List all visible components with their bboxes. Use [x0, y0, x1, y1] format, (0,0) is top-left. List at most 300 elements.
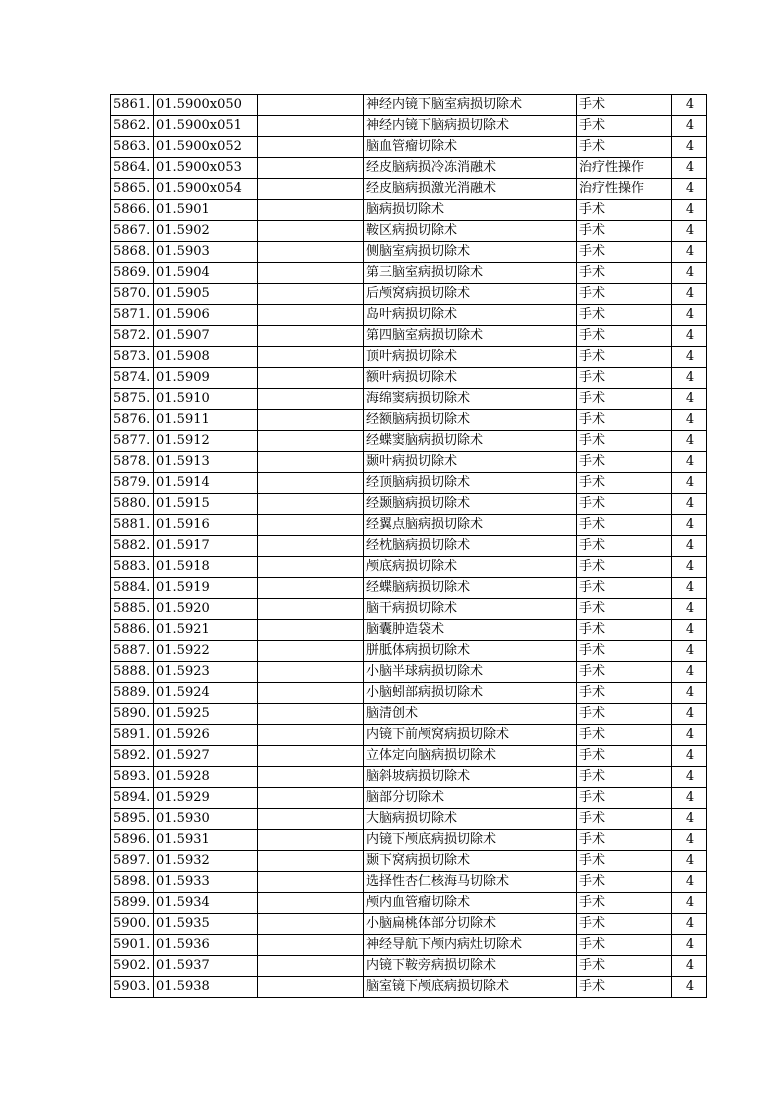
- procedure-name-cell: 第四脑室病损切除术: [364, 326, 577, 347]
- grade-cell: 4: [672, 788, 707, 809]
- empty-cell: [258, 179, 364, 200]
- procedure-code-cell: 01.5903: [154, 242, 258, 263]
- procedure-code-cell: 01.5900x054: [154, 179, 258, 200]
- procedure-name-cell: 经蝶脑病损切除术: [364, 578, 577, 599]
- grade-cell: 4: [672, 557, 707, 578]
- procedure-type-cell: 手术: [577, 914, 672, 935]
- table-row: [111, 284, 707, 305]
- grade-cell: 4: [672, 767, 707, 788]
- procedure-code-cell: 01.5914: [154, 473, 258, 494]
- grade-cell: 4: [672, 200, 707, 221]
- procedure-type-cell: 治疗性操作: [577, 158, 672, 179]
- row-number-cell: 5891.: [111, 725, 154, 746]
- procedure-code-cell: 01.5900x050: [154, 95, 258, 116]
- procedure-name-cell: 立体定向脑病损切除术: [364, 746, 577, 767]
- procedure-code-cell: 01.5906: [154, 305, 258, 326]
- row-number-cell: 5873.: [111, 347, 154, 368]
- grade-cell: 4: [672, 368, 707, 389]
- empty-cell: [258, 473, 364, 494]
- procedure-name-cell: 经蝶窦脑病损切除术: [364, 431, 577, 452]
- table-row: [111, 263, 707, 284]
- grade-cell: 4: [672, 746, 707, 767]
- empty-cell: [258, 830, 364, 851]
- row-number-cell: 5899.: [111, 893, 154, 914]
- row-number-cell: 5871.: [111, 305, 154, 326]
- procedure-type-cell: 手术: [577, 242, 672, 263]
- grade-cell: 4: [672, 515, 707, 536]
- row-number-cell: 5872.: [111, 326, 154, 347]
- procedure-type-cell: 手术: [577, 116, 672, 137]
- row-number-cell: 5896.: [111, 830, 154, 851]
- empty-cell: [258, 326, 364, 347]
- procedure-code-cell: 01.5902: [154, 221, 258, 242]
- empty-cell: [258, 809, 364, 830]
- table-row: [111, 494, 707, 515]
- procedure-code-cell: 01.5936: [154, 935, 258, 956]
- row-number-cell: 5863.: [111, 137, 154, 158]
- row-number-cell: 5879.: [111, 473, 154, 494]
- table-row: [111, 788, 707, 809]
- table-row: [111, 767, 707, 788]
- empty-cell: [258, 431, 364, 452]
- table-row: [111, 872, 707, 893]
- procedure-name-cell: 内镜下前颅窝病损切除术: [364, 725, 577, 746]
- row-number-cell: 5874.: [111, 368, 154, 389]
- grade-cell: 4: [672, 704, 707, 725]
- grade-cell: 4: [672, 158, 707, 179]
- procedure-type-cell: 手术: [577, 977, 672, 998]
- procedure-type-cell: 手术: [577, 494, 672, 515]
- procedure-code-cell: 01.5933: [154, 872, 258, 893]
- empty-cell: [258, 137, 364, 158]
- empty-cell: [258, 662, 364, 683]
- procedure-name-cell: 额叶病损切除术: [364, 368, 577, 389]
- row-number-cell: 5894.: [111, 788, 154, 809]
- grade-cell: 4: [672, 137, 707, 158]
- table-row: [111, 368, 707, 389]
- procedure-code-cell: 01.5900x052: [154, 137, 258, 158]
- grade-cell: 4: [672, 431, 707, 452]
- procedure-name-cell: 岛叶病损切除术: [364, 305, 577, 326]
- procedure-name-cell: 小脑扁桃体部分切除术: [364, 914, 577, 935]
- row-number-cell: 5881.: [111, 515, 154, 536]
- grade-cell: 4: [672, 221, 707, 242]
- empty-cell: [258, 746, 364, 767]
- procedure-name-cell: 颅内血管瘤切除术: [364, 893, 577, 914]
- procedure-type-cell: 手术: [577, 641, 672, 662]
- row-number-cell: 5893.: [111, 767, 154, 788]
- procedure-code-cell: 01.5934: [154, 893, 258, 914]
- procedure-name-cell: 经皮脑病损冷冻消融术: [364, 158, 577, 179]
- procedure-type-cell: 手术: [577, 809, 672, 830]
- empty-cell: [258, 599, 364, 620]
- table-row: [111, 410, 707, 431]
- empty-cell: [258, 788, 364, 809]
- row-number-cell: 5889.: [111, 683, 154, 704]
- procedure-name-cell: 神经内镜下脑室病损切除术: [364, 95, 577, 116]
- procedure-code-cell: 01.5912: [154, 431, 258, 452]
- procedure-type-cell: 手术: [577, 893, 672, 914]
- row-number-cell: 5870.: [111, 284, 154, 305]
- procedure-name-cell: 颞下窝病损切除术: [364, 851, 577, 872]
- procedure-code-cell: 01.5900x053: [154, 158, 258, 179]
- table-row: [111, 599, 707, 620]
- procedure-type-cell: 手术: [577, 389, 672, 410]
- procedure-code-cell: 01.5937: [154, 956, 258, 977]
- grade-cell: 4: [672, 452, 707, 473]
- procedure-name-cell: 脑部分切除术: [364, 788, 577, 809]
- table-row: [111, 746, 707, 767]
- row-number-cell: 5892.: [111, 746, 154, 767]
- table-row: [111, 221, 707, 242]
- row-number-cell: 5888.: [111, 662, 154, 683]
- table-row: [111, 179, 707, 200]
- row-number-cell: 5868.: [111, 242, 154, 263]
- table-row: [111, 452, 707, 473]
- table-row: [111, 116, 707, 137]
- row-number-cell: 5883.: [111, 557, 154, 578]
- procedure-code-cell: 01.5927: [154, 746, 258, 767]
- row-number-cell: 5875.: [111, 389, 154, 410]
- procedure-name-cell: 侧脑室病损切除术: [364, 242, 577, 263]
- table-row: [111, 830, 707, 851]
- procedure-code-cell: 01.5925: [154, 704, 258, 725]
- empty-cell: [258, 305, 364, 326]
- procedure-code-cell: 01.5916: [154, 515, 258, 536]
- empty-cell: [258, 893, 364, 914]
- row-number-cell: 5861.: [111, 95, 154, 116]
- empty-cell: [258, 347, 364, 368]
- empty-cell: [258, 683, 364, 704]
- grade-cell: 4: [672, 662, 707, 683]
- grade-cell: 4: [672, 620, 707, 641]
- procedure-type-cell: 手术: [577, 347, 672, 368]
- row-number-cell: 5862.: [111, 116, 154, 137]
- grade-cell: 4: [672, 389, 707, 410]
- empty-cell: [258, 767, 364, 788]
- procedure-type-cell: 手术: [577, 872, 672, 893]
- procedure-type-cell: 手术: [577, 431, 672, 452]
- empty-cell: [258, 284, 364, 305]
- row-number-cell: 5895.: [111, 809, 154, 830]
- procedure-type-cell: 手术: [577, 200, 672, 221]
- grade-cell: 4: [672, 830, 707, 851]
- procedure-type-cell: 手术: [577, 620, 672, 641]
- procedure-name-cell: 经枕脑病损切除术: [364, 536, 577, 557]
- procedure-code-cell: 01.5913: [154, 452, 258, 473]
- procedure-code-cell: 01.5932: [154, 851, 258, 872]
- grade-cell: 4: [672, 599, 707, 620]
- table-row: [111, 95, 707, 116]
- procedure-type-cell: 手术: [577, 368, 672, 389]
- procedure-name-cell: 经翼点脑病损切除术: [364, 515, 577, 536]
- empty-cell: [258, 452, 364, 473]
- grade-cell: 4: [672, 473, 707, 494]
- grade-cell: 4: [672, 347, 707, 368]
- procedure-type-cell: 手术: [577, 956, 672, 977]
- row-number-cell: 5890.: [111, 704, 154, 725]
- procedure-code-cell: 01.5915: [154, 494, 258, 515]
- table-body: [111, 95, 707, 998]
- row-number-cell: 5864.: [111, 158, 154, 179]
- procedure-name-cell: 胼胝体病损切除术: [364, 641, 577, 662]
- table-row: [111, 662, 707, 683]
- empty-cell: [258, 851, 364, 872]
- procedure-name-cell: 选择性杏仁核海马切除术: [364, 872, 577, 893]
- procedure-name-cell: 鞍区病损切除术: [364, 221, 577, 242]
- empty-cell: [258, 557, 364, 578]
- table-row: [111, 725, 707, 746]
- empty-cell: [258, 242, 364, 263]
- procedure-type-cell: 手术: [577, 851, 672, 872]
- grade-cell: 4: [672, 263, 707, 284]
- procedure-code-cell: 01.5924: [154, 683, 258, 704]
- row-number-cell: 5878.: [111, 452, 154, 473]
- procedure-name-cell: 神经内镜下脑病损切除术: [364, 116, 577, 137]
- empty-cell: [258, 935, 364, 956]
- procedure-type-cell: 手术: [577, 305, 672, 326]
- procedure-name-cell: 脑清创术: [364, 704, 577, 725]
- procedure-name-cell: 第三脑室病损切除术: [364, 263, 577, 284]
- procedure-type-cell: 手术: [577, 452, 672, 473]
- procedure-type-cell: 手术: [577, 746, 672, 767]
- procedure-code-cell: 01.5901: [154, 200, 258, 221]
- table-row: [111, 473, 707, 494]
- procedure-code-cell: 01.5905: [154, 284, 258, 305]
- grade-cell: 4: [672, 641, 707, 662]
- grade-cell: 4: [672, 284, 707, 305]
- procedure-name-cell: 脑干病损切除术: [364, 599, 577, 620]
- grade-cell: 4: [672, 977, 707, 998]
- procedure-name-cell: 小脑半球病损切除术: [364, 662, 577, 683]
- procedure-code-cell: 01.5929: [154, 788, 258, 809]
- row-number-cell: 5903.: [111, 977, 154, 998]
- procedure-code-cell: 01.5919: [154, 578, 258, 599]
- empty-cell: [258, 95, 364, 116]
- grade-cell: 4: [672, 872, 707, 893]
- table-row: [111, 935, 707, 956]
- procedure-type-cell: 手术: [577, 95, 672, 116]
- table-row: [111, 305, 707, 326]
- procedure-code-cell: 01.5918: [154, 557, 258, 578]
- empty-cell: [258, 956, 364, 977]
- procedure-name-cell: 脑室镜下颅底病损切除术: [364, 977, 577, 998]
- table-row: [111, 851, 707, 872]
- table-row: [111, 809, 707, 830]
- procedure-type-cell: 手术: [577, 221, 672, 242]
- empty-cell: [258, 410, 364, 431]
- procedure-name-cell: 海绵窦病损切除术: [364, 389, 577, 410]
- procedure-name-cell: 经额脑病损切除术: [364, 410, 577, 431]
- grade-cell: 4: [672, 410, 707, 431]
- empty-cell: [258, 620, 364, 641]
- procedure-type-cell: 手术: [577, 662, 672, 683]
- grade-cell: 4: [672, 914, 707, 935]
- table-row: [111, 683, 707, 704]
- table-row: [111, 158, 707, 179]
- procedure-type-cell: 手术: [577, 767, 672, 788]
- row-number-cell: 5886.: [111, 620, 154, 641]
- procedure-code-cell: 01.5920: [154, 599, 258, 620]
- row-number-cell: 5898.: [111, 872, 154, 893]
- procedure-name-cell: 经颞脑病损切除术: [364, 494, 577, 515]
- procedure-code-cell: 01.5908: [154, 347, 258, 368]
- row-number-cell: 5865.: [111, 179, 154, 200]
- empty-cell: [258, 158, 364, 179]
- procedure-type-cell: 手术: [577, 578, 672, 599]
- procedure-name-cell: 颞叶病损切除术: [364, 452, 577, 473]
- procedure-name-cell: 大脑病损切除术: [364, 809, 577, 830]
- grade-cell: 4: [672, 935, 707, 956]
- table-row: [111, 389, 707, 410]
- row-number-cell: 5877.: [111, 431, 154, 452]
- procedure-name-cell: 脑血管瘤切除术: [364, 137, 577, 158]
- empty-cell: [258, 578, 364, 599]
- procedure-type-cell: 手术: [577, 263, 672, 284]
- row-number-cell: 5884.: [111, 578, 154, 599]
- procedure-type-cell: 手术: [577, 704, 672, 725]
- grade-cell: 4: [672, 893, 707, 914]
- procedure-code-cell: 01.5938: [154, 977, 258, 998]
- empty-cell: [258, 515, 364, 536]
- procedure-type-cell: 手术: [577, 410, 672, 431]
- row-number-cell: 5869.: [111, 263, 154, 284]
- row-number-cell: 5880.: [111, 494, 154, 515]
- grade-cell: 4: [672, 179, 707, 200]
- procedure-type-cell: 手术: [577, 515, 672, 536]
- table-row: [111, 200, 707, 221]
- row-number-cell: 5902.: [111, 956, 154, 977]
- table-row: [111, 704, 707, 725]
- procedure-code-cell: 01.5911: [154, 410, 258, 431]
- procedure-type-cell: 手术: [577, 326, 672, 347]
- procedure-name-cell: 脑斜坡病损切除术: [364, 767, 577, 788]
- empty-cell: [258, 368, 364, 389]
- procedure-type-cell: 手术: [577, 137, 672, 158]
- procedure-code-cell: 01.5917: [154, 536, 258, 557]
- table-row: [111, 137, 707, 158]
- row-number-cell: 5876.: [111, 410, 154, 431]
- empty-cell: [258, 914, 364, 935]
- grade-cell: 4: [672, 809, 707, 830]
- grade-cell: 4: [672, 116, 707, 137]
- row-number-cell: 5887.: [111, 641, 154, 662]
- procedure-code-cell: 01.5928: [154, 767, 258, 788]
- procedure-type-cell: 手术: [577, 935, 672, 956]
- procedure-type-cell: 手术: [577, 557, 672, 578]
- procedure-type-cell: 手术: [577, 473, 672, 494]
- procedure-code-cell: 01.5935: [154, 914, 258, 935]
- row-number-cell: 5867.: [111, 221, 154, 242]
- grade-cell: 4: [672, 536, 707, 557]
- empty-cell: [258, 872, 364, 893]
- row-number-cell: 5866.: [111, 200, 154, 221]
- procedure-code-cell: 01.5921: [154, 620, 258, 641]
- grade-cell: 4: [672, 725, 707, 746]
- procedure-code-cell: 01.5930: [154, 809, 258, 830]
- procedure-type-cell: 手术: [577, 725, 672, 746]
- procedure-code-cell: 01.5923: [154, 662, 258, 683]
- procedure-code-cell: 01.5909: [154, 368, 258, 389]
- procedure-name-cell: 颅底病损切除术: [364, 557, 577, 578]
- empty-cell: [258, 263, 364, 284]
- empty-cell: [258, 536, 364, 557]
- table-row: [111, 347, 707, 368]
- table-row: [111, 893, 707, 914]
- row-number-cell: 5885.: [111, 599, 154, 620]
- grade-cell: 4: [672, 242, 707, 263]
- table-row: [111, 956, 707, 977]
- table-row: [111, 515, 707, 536]
- table-row: [111, 977, 707, 998]
- empty-cell: [258, 221, 364, 242]
- table-row: [111, 326, 707, 347]
- table-row: [111, 578, 707, 599]
- grade-cell: 4: [672, 578, 707, 599]
- procedure-code-table: [110, 94, 707, 998]
- empty-cell: [258, 200, 364, 221]
- procedure-code-cell: 01.5904: [154, 263, 258, 284]
- grade-cell: 4: [672, 326, 707, 347]
- table-row: [111, 641, 707, 662]
- row-number-cell: 5897.: [111, 851, 154, 872]
- empty-cell: [258, 704, 364, 725]
- table-row: [111, 620, 707, 641]
- empty-cell: [258, 977, 364, 998]
- procedure-name-cell: 内镜下颅底病损切除术: [364, 830, 577, 851]
- grade-cell: 4: [672, 956, 707, 977]
- procedure-name-cell: 脑囊肿造袋术: [364, 620, 577, 641]
- row-number-cell: 5900.: [111, 914, 154, 935]
- procedure-type-cell: 手术: [577, 830, 672, 851]
- procedure-type-cell: 手术: [577, 788, 672, 809]
- table-row: [111, 536, 707, 557]
- table-row: [111, 242, 707, 263]
- procedure-name-cell: 神经导航下颅内病灶切除术: [364, 935, 577, 956]
- procedure-code-cell: 01.5910: [154, 389, 258, 410]
- procedure-type-cell: 手术: [577, 599, 672, 620]
- procedure-type-cell: 治疗性操作: [577, 179, 672, 200]
- procedure-name-cell: 小脑蚓部病损切除术: [364, 683, 577, 704]
- empty-cell: [258, 116, 364, 137]
- procedure-name-cell: 脑病损切除术: [364, 200, 577, 221]
- empty-cell: [258, 641, 364, 662]
- procedure-name-cell: 经顶脑病损切除术: [364, 473, 577, 494]
- grade-cell: 4: [672, 683, 707, 704]
- procedure-name-cell: 后颅窝病损切除术: [364, 284, 577, 305]
- empty-cell: [258, 494, 364, 515]
- table-row: [111, 431, 707, 452]
- grade-cell: 4: [672, 95, 707, 116]
- procedure-code-cell: 01.5926: [154, 725, 258, 746]
- procedure-type-cell: 手术: [577, 284, 672, 305]
- procedure-type-cell: 手术: [577, 683, 672, 704]
- procedure-name-cell: 顶叶病损切除术: [364, 347, 577, 368]
- procedure-code-cell: 01.5907: [154, 326, 258, 347]
- row-number-cell: 5901.: [111, 935, 154, 956]
- grade-cell: 4: [672, 305, 707, 326]
- row-number-cell: 5882.: [111, 536, 154, 557]
- procedure-name-cell: 内镜下鞍旁病损切除术: [364, 956, 577, 977]
- empty-cell: [258, 725, 364, 746]
- grade-cell: 4: [672, 851, 707, 872]
- procedure-code-cell: 01.5922: [154, 641, 258, 662]
- procedure-code-cell: 01.5900x051: [154, 116, 258, 137]
- procedure-type-cell: 手术: [577, 536, 672, 557]
- procedure-name-cell: 经皮脑病损激光消融术: [364, 179, 577, 200]
- empty-cell: [258, 389, 364, 410]
- procedure-code-cell: 01.5931: [154, 830, 258, 851]
